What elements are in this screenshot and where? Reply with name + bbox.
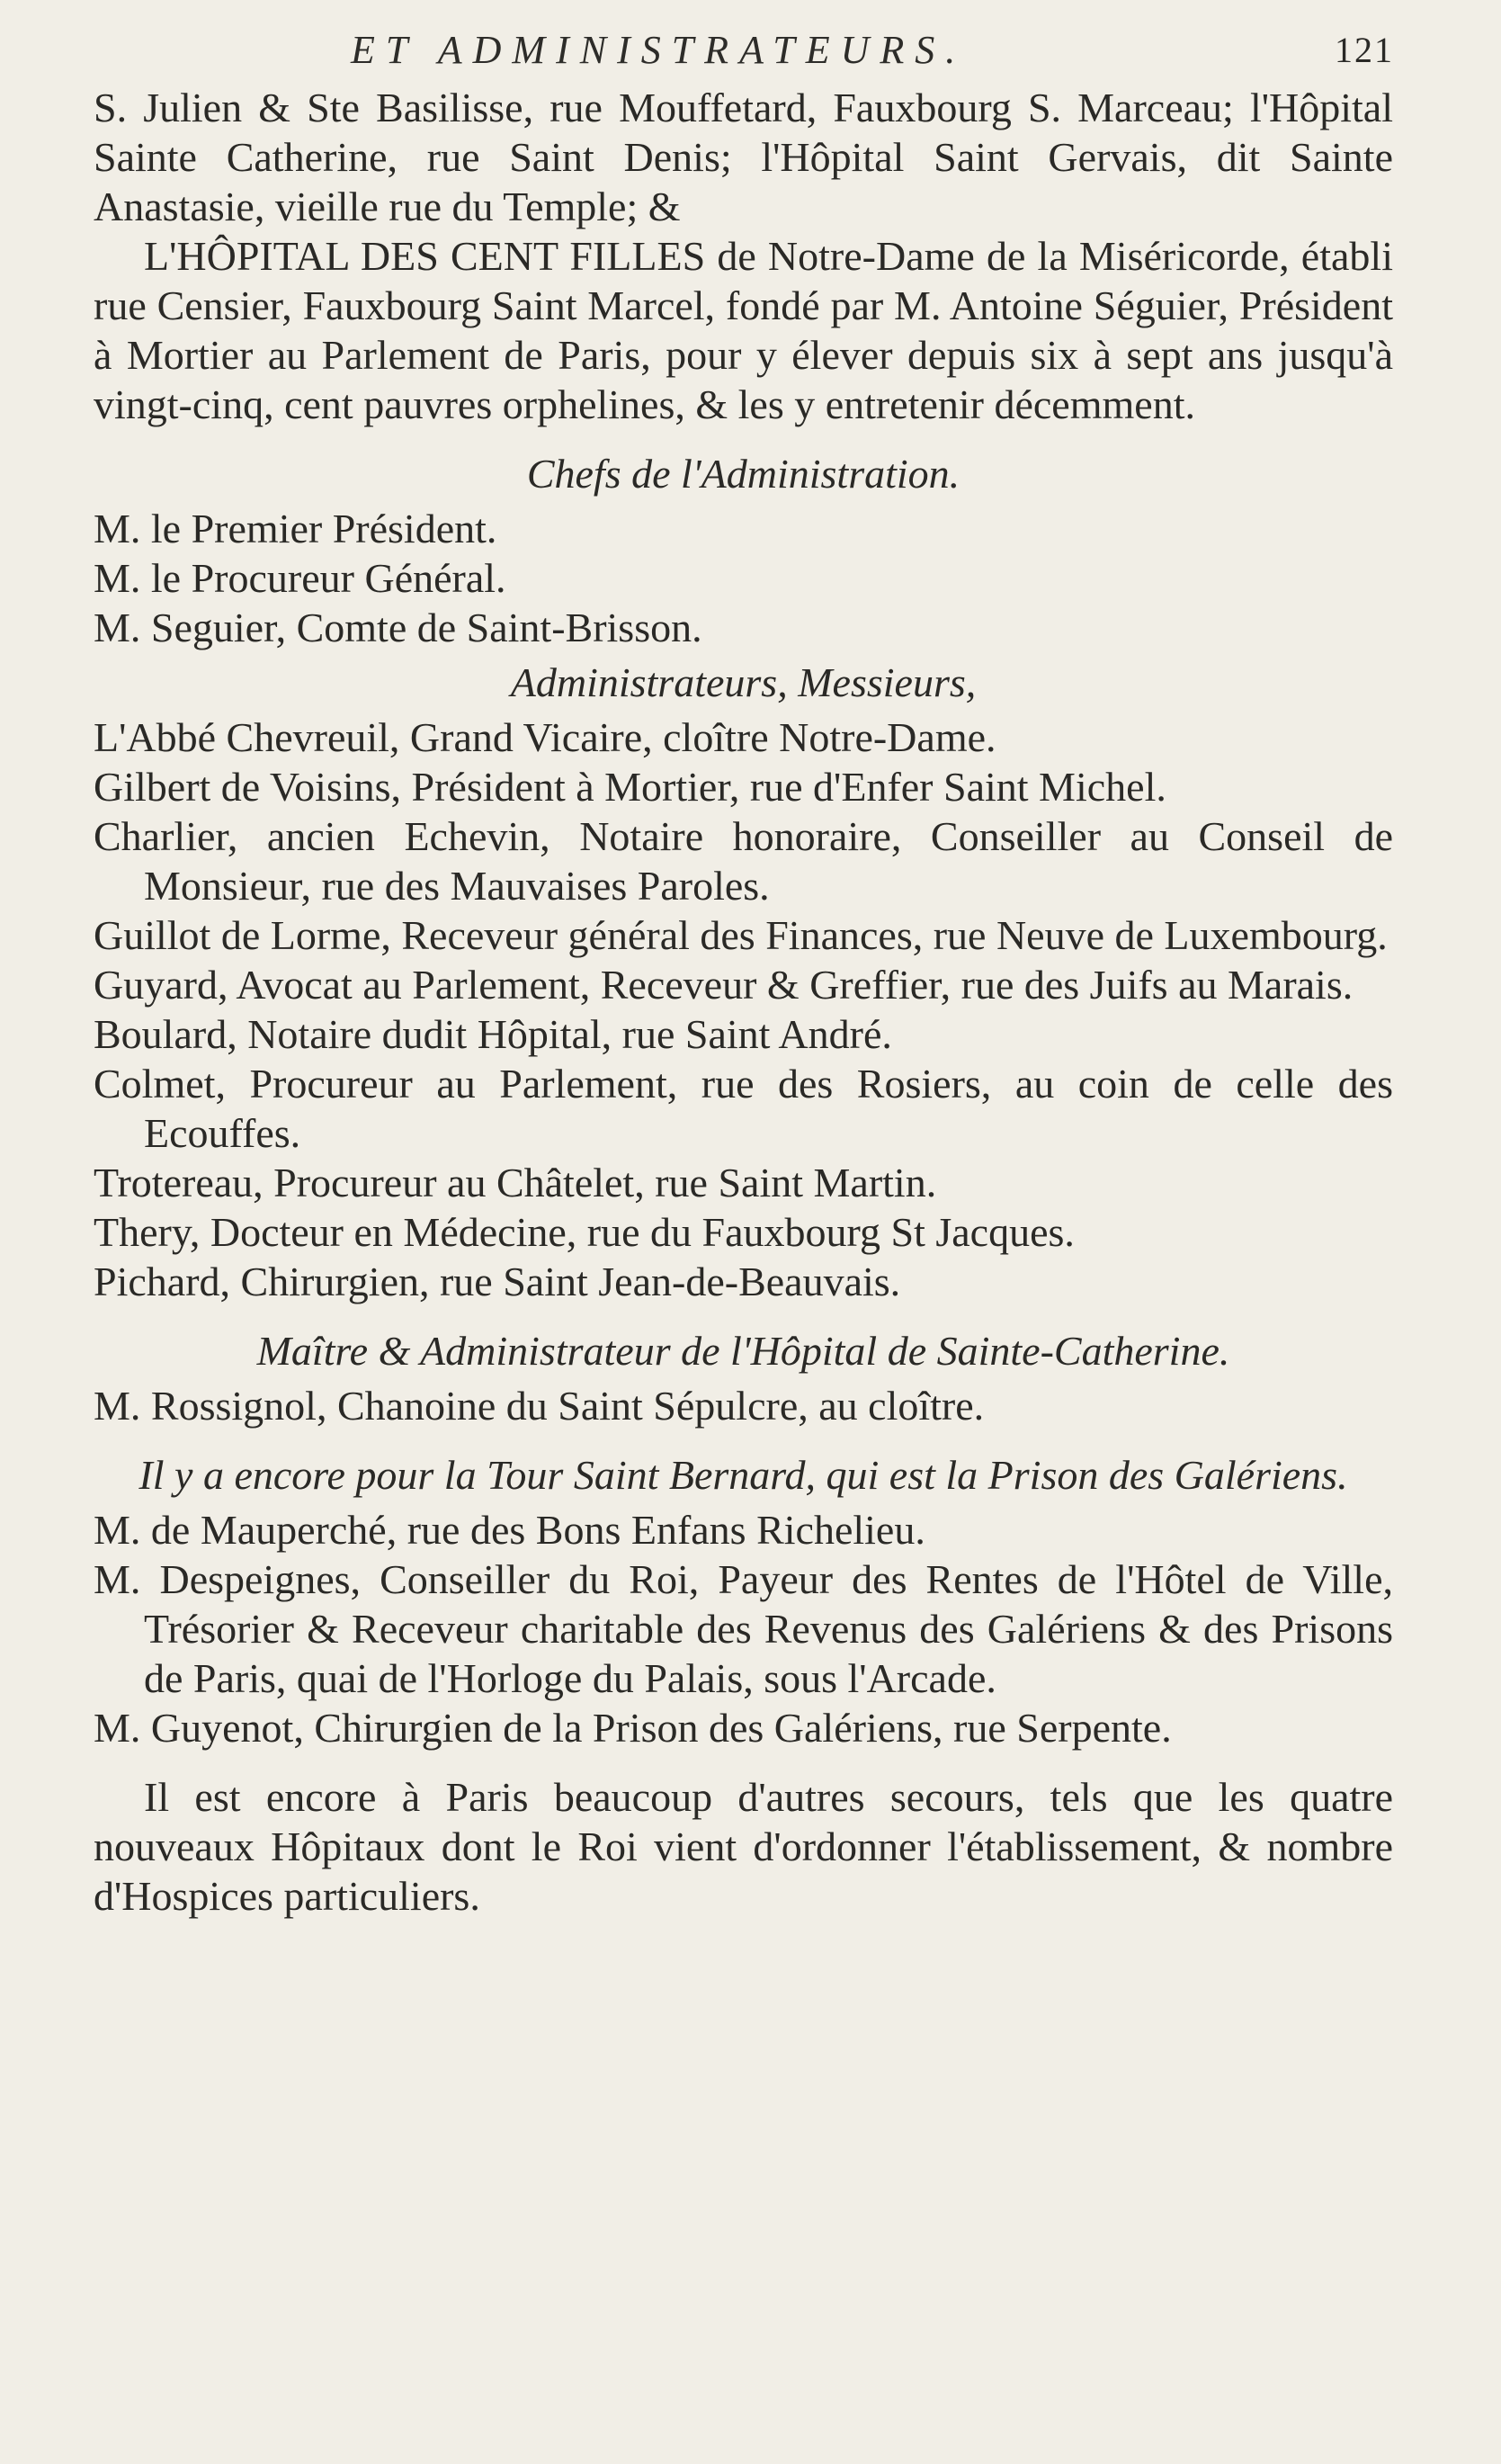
cent-filles-paragraph: L'HÔPITAL DES CENT FILLES de Notre-Dame de la Miséricorde, établi rue Censier, Fauxbourg Saint Marcel, fondé par M. Antoine Séguier, Président à Mortier au Parlement de Paris, pour y élever depuis six à sept ans jusqu'à vingt-cinq, cent pauvres orphelines, & les y entretenir décemment. — [94, 233, 1393, 427]
list-item: Colmet, Procureur au Parlement, rue des Rosiers, au coin de celle des Ecouffes. — [94, 1061, 1393, 1156]
list-item: L'Abbé Chevreuil, Grand Vicaire, cloître Notre-Dame. — [94, 714, 996, 760]
closing-paragraph: Il est encore à Paris beaucoup d'autres secours, tels que les quatre nouveaux Hôpitaux dont le Roi vient d'ordonner l'établissement, & nombre d'Hospices particuliers. — [94, 1774, 1393, 1919]
list-item: M. le Procureur Général. — [94, 555, 506, 601]
page-number: 121 — [1335, 30, 1394, 70]
list-item: M. Rossignol, Chanoine du Saint Sépulcre, au cloître. — [94, 1383, 985, 1429]
list-item: M. le Premier Président. — [94, 506, 497, 551]
page-body — [94, 83, 1393, 1921]
list-item: M. Despeignes, Conseiller du Roi, Payeur des Rentes de l'Hôtel de Ville, Trésorier & Receveur charitable des Revenus des Galériens & des Prisons de Paris, quai de l'Horloge du Palais, sous l'Arcade. — [94, 1556, 1393, 1701]
list-item: Pichard, Chirurgien, rue Saint Jean-de-Beauvais. — [94, 1259, 901, 1304]
list-item: M. Seguier, Comte de Saint-Brisson. — [94, 605, 702, 650]
list-item: M. Guyenot, Chirurgien de la Prison des Galériens, rue Serpente. — [94, 1705, 1172, 1751]
list-item: Boulard, Notaire dudit Hôpital, rue Saint André. — [94, 1011, 892, 1057]
list-item: Charlier, ancien Echevin, Notaire honoraire, Conseiller au Conseil de Monsieur, rue des Mauvaises Paroles. — [94, 813, 1393, 909]
list-item: Guillot de Lorme, Receveur général des Finances, rue Neuve de Luxembourg. — [94, 912, 1388, 958]
opening-paragraph: S. Julien & Ste Basilisse, rue Mouffetard, Fauxbourg S. Marceau; l'Hôpital Sainte Catherine, rue Saint Denis; l'Hôpital Saint Gervais, dit Sainte Anastasie, vieille rue du Temple; & — [94, 85, 1393, 229]
list-item: M. de Mauperché, rue des Bons Enfans Richelieu. — [94, 1507, 925, 1553]
list-item: Trotereau, Procureur au Châtelet, rue Saint Martin. — [94, 1160, 937, 1205]
administrateurs-heading: Administrateurs, Messieurs, — [510, 659, 977, 705]
tour-saint-bernard-heading: Il y a encore pour la Tour Saint Bernard, qui est la Prison des Galériens. — [138, 1452, 1348, 1498]
chefs-heading: Chefs de l'Administration. — [526, 451, 960, 497]
list-item: Thery, Docteur en Médecine, rue du Fauxbourg St Jacques. — [94, 1209, 1075, 1255]
list-item: Guyard, Avocat au Parlement, Receveur & Greffier, rue des Juifs au Marais. — [94, 962, 1354, 1008]
page-header — [90, 27, 1394, 81]
sainte-catherine-heading: Maître & Administrateur de l'Hôpital de Sainte-Catherine. — [256, 1328, 1230, 1374]
list-item: Gilbert de Voisins, Président à Mortier, rue d'Enfer Saint Michel. — [94, 764, 1166, 810]
running-head: ET ADMINISTRATEURS. — [351, 28, 967, 72]
